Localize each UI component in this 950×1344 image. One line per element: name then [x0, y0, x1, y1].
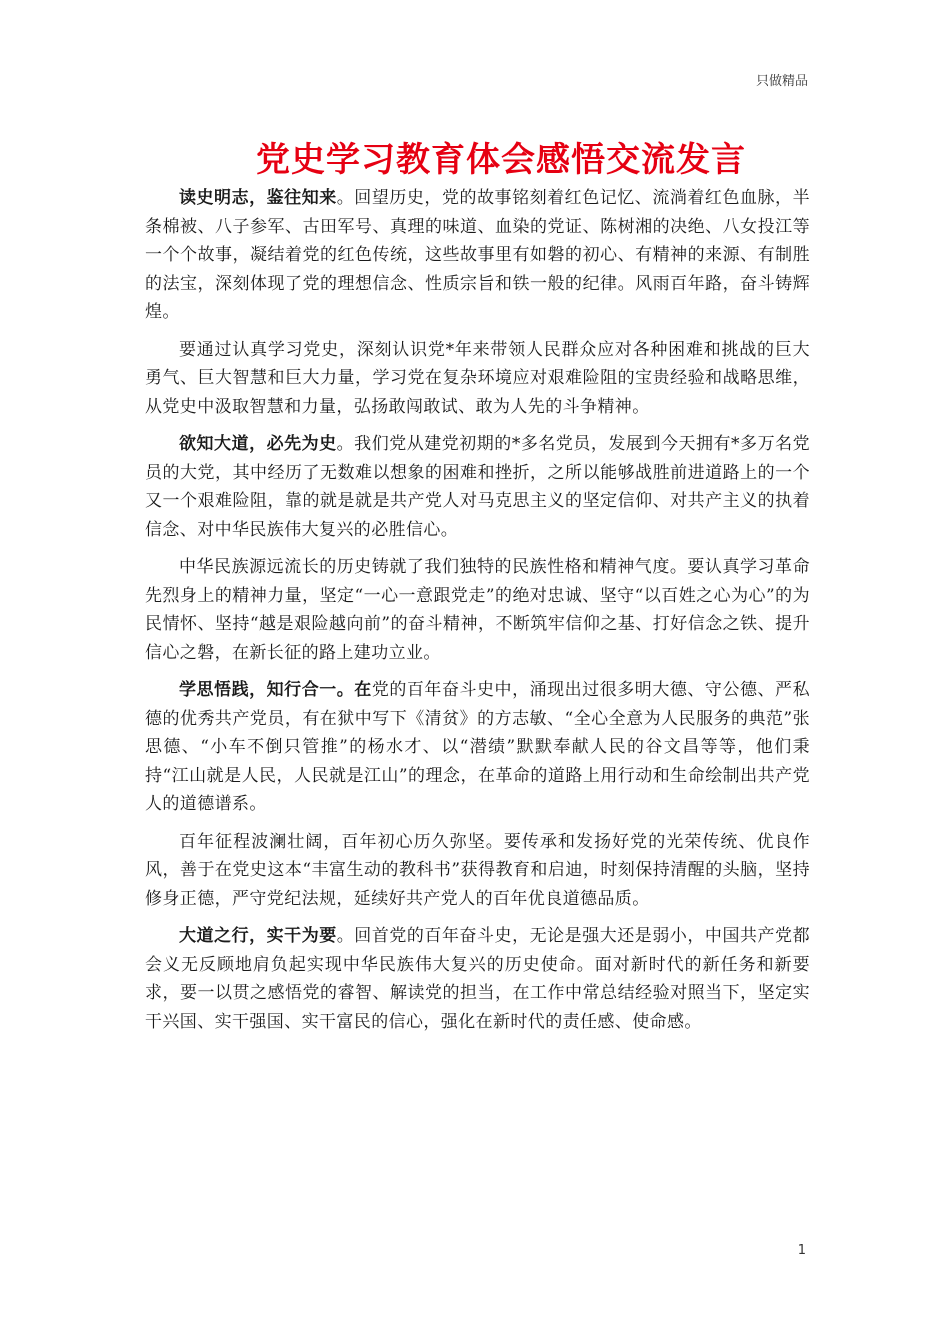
paragraph-lead: 学思悟践，知行合一。在: [179, 680, 372, 700]
paragraph-7: [145, 922, 810, 1036]
paragraph-text: 中华民族源远流长的历史铸就了我们独特的民族性格和精神气度。要认真学习革命先烈身上的精神力量，坚定“一心一意跟党走”的绝对忠诚、坚守“以百姓之心为心”的为民情怀、坚持“越是艰险越向前”的奋斗精神，不断筑牢信仰之基、打好信念之铁、提升信心之磐，在新长征的路上建功立业。: [145, 557, 810, 663]
paragraph-text: 。我们党从建党初期的*多名党员，发展到今天拥有*多万名党员的大党，其中经历了无数难以想象的困难和挫折，之所以能够战胜前进道路上的一个又一个艰难险阻，靠的就是就是共产党人对马克思主义的坚定信仰、对共产主义的执着信念、对中华民族伟大复兴的必胜信心。: [145, 434, 810, 540]
paragraph-text: 党的百年奋斗史中，涌现出过很多明大德、守公德、严私德的优秀共产党员，有在狱中写下《清贫》的方志敏、“全心全意为人民服务的典范”张思德、“小车不倒只管推”的杨水才、以“潜绩”默默奉献人民的谷文昌等等，他们秉持“江山就是人民，人民就是江山”的理念，在革命的道路上用行动和生命绘制出共产党人的道德谱系。: [145, 680, 810, 814]
header-note: 只做精品: [755, 74, 808, 89]
paragraph-4: [145, 553, 810, 667]
document-title: 党史学习教育体会感悟交流发言: [256, 140, 746, 180]
paragraph-lead: 大道之行，实干为要: [179, 926, 337, 946]
document-body: [145, 184, 810, 1045]
page-number: 1: [797, 1243, 806, 1258]
paragraph-2: [145, 336, 810, 422]
paragraph-text: 。回望历史，党的故事铭刻着红色记忆、流淌着红色血脉，半条棉被、八子参军、古田军号、真理的味道、血染的党证、陈树湘的决绝、八女投江等一个个故事，凝结着党的红色传统，这些故事里有如磐的初心、有精神的来源、有制胜的法宝，深刻体现了党的理想信念、性质宗旨和铁一般的纪律。风雨百年路，奋斗铸辉煌。: [145, 188, 810, 322]
paragraph-text: 要通过认真学习党史，深刻认识党*年来带领人民群众应对各种困难和挑战的巨大勇气、巨大智慧和巨大力量，学习党在复杂环境应对艰难险阻的宝贵经验和战略思维，从党史中汲取智慧和力量，弘扬敢闯敢试、敢为人先的斗争精神。: [145, 339, 810, 417]
paragraph-5: [145, 676, 810, 819]
paragraph-lead: 欲知大道，必先为史: [179, 434, 337, 454]
paragraph-text: 。回首党的百年奋斗史，无论是强大还是弱小，中国共产党都会义无反顾地肩负起实现中华民族伟大复兴的历史使命。面对新时代的新任务和新要求，要一以贯之感悟党的睿智、解读党的担当，在工作中常总结经验对照当下，坚定实干兴国、实干强国、实干富民的信心，强化在新时代的责任感、使命感。: [145, 926, 810, 1032]
paragraph-text: 百年征程波澜壮阔，百年初心历久弥坚。要传承和发扬好党的光荣传统、优良作风，善于在党史这本“丰富生动的教科书”获得教育和启迪，时刻保持清醒的头脑，坚持修身正德，严守党纪法规，延续好共产党人的百年优良道德品质。: [145, 831, 810, 909]
paragraph-3: [145, 430, 810, 544]
paragraph-6: [145, 828, 810, 914]
paragraph-lead: 读史明志，鉴往知来: [179, 188, 337, 208]
paragraph-1: [145, 184, 810, 327]
